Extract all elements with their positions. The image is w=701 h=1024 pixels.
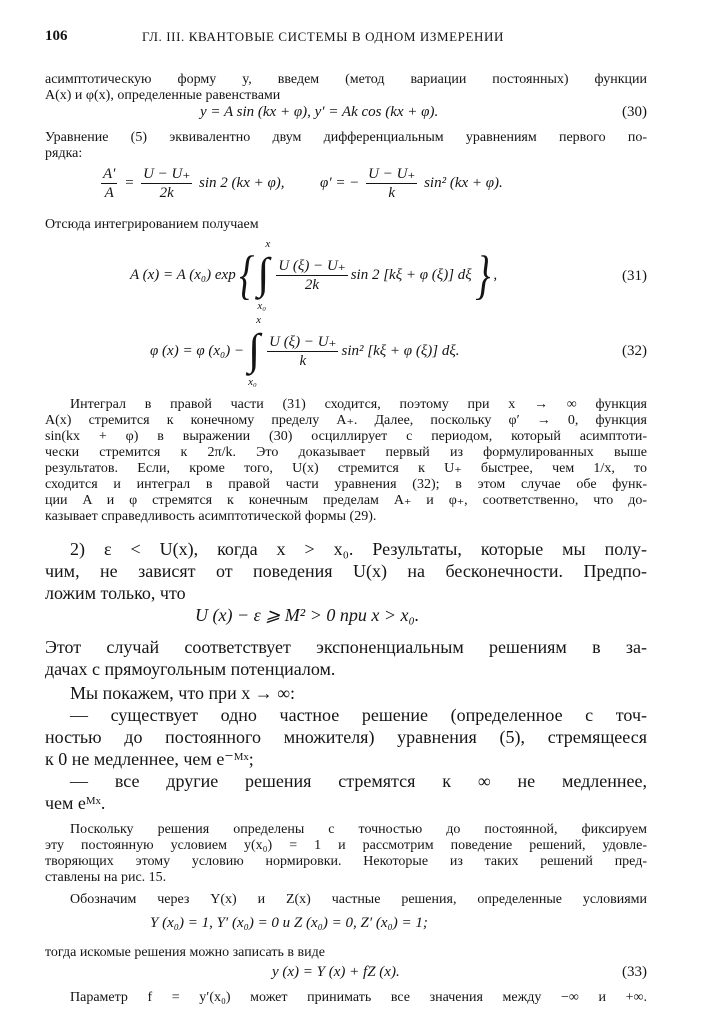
text-line: Поскольку решения определены с точностью до постоянной, фиксируем bbox=[70, 822, 647, 837]
text-line: дачах с прямоугольным потенциалом. bbox=[45, 659, 336, 679]
equation-number-31: (31) bbox=[622, 268, 647, 284]
text-line: Интеграл в правой части (31) сходится, поэтому при x → ∞ функция bbox=[70, 397, 647, 412]
fraction: $\frac{U (\xi) - U_+}{2k}$ bbox=[278, 257, 346, 293]
text-line: творяющих этому условию нормировки. Некоторые из таких решений пред- bbox=[45, 854, 647, 869]
text-line: ции A и φ стремятся к конечным пределам A₊ и φ₊, соответственно, что до- bbox=[45, 493, 647, 508]
page-number: 106 bbox=[45, 28, 68, 44]
equation-31: A (x) = A (x₀) exp { x ∫ x₀ $\frac{U (\xi) - U_+}{2k}$ sin 2 [kξ + φ (ξ)] dξ } , bbox=[130, 238, 498, 312]
equation-first-order-pair: $\frac{A'}{A}$ = $\frac{U - U_+}{2k}$ sin 2 (kx + φ), φ′ = − $\frac{U - U_+}{k}$ sin² (kx + φ). bbox=[103, 166, 503, 201]
bullet-line: — существует одно частное решение (определенное с точ- bbox=[70, 705, 647, 725]
fraction: $\frac{U - U_+}{k}$ bbox=[368, 166, 416, 201]
integral-sign: x ∫ x₀ bbox=[257, 238, 271, 312]
text-line: ложим только, что bbox=[45, 583, 186, 603]
text-line: результатов. Если, кроме того, U(x) стремится к U₊ быстрее, чем 1/x, то bbox=[45, 461, 647, 476]
running-header: ГЛ. III. КВАНТОВЫЕ СИСТЕМЫ В ОДНОМ ИЗМЕРЕНИИ bbox=[142, 29, 505, 44]
equation-number-32: (32) bbox=[622, 343, 647, 359]
initial-conditions: Y (x₀) = 1, Y′ (x₀) = 0 и Z (x₀) = 0, Z′ (x₀) = 1; bbox=[150, 915, 428, 931]
equation-33: y (x) = Y (x) + fZ (x). bbox=[272, 964, 400, 980]
text-line: Отсюда интегрированием получаем bbox=[45, 217, 259, 232]
bullet-line: к 0 не медленнее, чем e⁻ᴹˣ; bbox=[45, 749, 254, 769]
right-brace: } bbox=[474, 245, 491, 305]
equation-30: y = A sin (kx + φ), y′ = Ak cos (kx + φ). bbox=[200, 104, 439, 120]
fraction: $\frac{U (\xi) - U_+}{k}$ bbox=[269, 333, 337, 369]
text-line: казывает справедливость асимптотической формы (29). bbox=[45, 509, 377, 524]
text-line: Обозначим через Y(x) и Z(x) частные решения, определенные условиями bbox=[70, 892, 647, 907]
text-line: тогда искомые решения можно записать в виде bbox=[45, 945, 325, 960]
text-line: эту постоянную условием y(x₀) = 1 и рассмотрим поведение решений, удовле- bbox=[45, 838, 647, 853]
text-line: чим, не зависят от поведения U(x) на бесконечности. Предпо- bbox=[45, 561, 647, 581]
text-line: Параметр f = y′(x₀) может принимать все значения между −∞ и +∞. bbox=[70, 990, 647, 1005]
text-line: A(x) стремится к конечному пределу A₊. Далее, поскольку φ′ → 0, функция bbox=[45, 413, 647, 428]
bullet-line: чем eᴹˣ. bbox=[45, 793, 106, 813]
text-line: рядка: bbox=[45, 146, 83, 161]
equation-number-30: (30) bbox=[622, 104, 647, 120]
text-line: сходится и интеграл в правой части уравнения (32); в этом случае обе функ- bbox=[45, 477, 647, 492]
equation-32: φ (x) = φ (x₀) − x ∫ x₀ $\frac{U (\xi) - U_+}{k}$ sin² [kξ + φ (ξ)] dξ. bbox=[150, 314, 460, 388]
section-2-heading-line: 2) ε < U(x), когда x > x₀. Результаты, которые мы полу- bbox=[70, 539, 647, 559]
text-line: Уравнение (5) эквивалентно двум дифференциальным уравнениям первого по- bbox=[45, 130, 647, 145]
equation-number-33: (33) bbox=[622, 964, 647, 980]
text-line: ставлены на рис. 15. bbox=[45, 870, 167, 885]
integral-sign: x ∫ x₀ bbox=[248, 314, 261, 388]
text-line: sin(kx + φ) в выражении (30) осциллирует с периодом, который асимптоти- bbox=[45, 429, 647, 444]
fraction: $\frac{U - U_+}{2k}$ bbox=[143, 166, 191, 201]
text-line: Этот случай соответствует экспоненциальным решениям в за- bbox=[45, 637, 647, 657]
left-brace: { bbox=[238, 245, 255, 305]
inequality: U (x) − ε ⩾ M² > 0 при x > x₀. bbox=[195, 605, 420, 625]
text-line: чески стремится к 2π/k. Это доказывает первый из формулированных выше bbox=[45, 445, 647, 460]
text-line: A(x) и φ(x), определенные равенствами bbox=[45, 88, 281, 103]
text-line: Мы покажем, что при x → ∞: bbox=[70, 683, 296, 703]
bullet-line: ностью до постоянного множителя) уравнения (5), стремящееся bbox=[45, 727, 647, 747]
bullet-line: — все другие решения стремятся к ∞ не медленнее, bbox=[70, 771, 647, 791]
text-line: асимптотическую форму y, введем (метод вариации постоянных) функции bbox=[45, 72, 647, 87]
fraction: $\frac{A'}{A}$ bbox=[103, 166, 116, 201]
